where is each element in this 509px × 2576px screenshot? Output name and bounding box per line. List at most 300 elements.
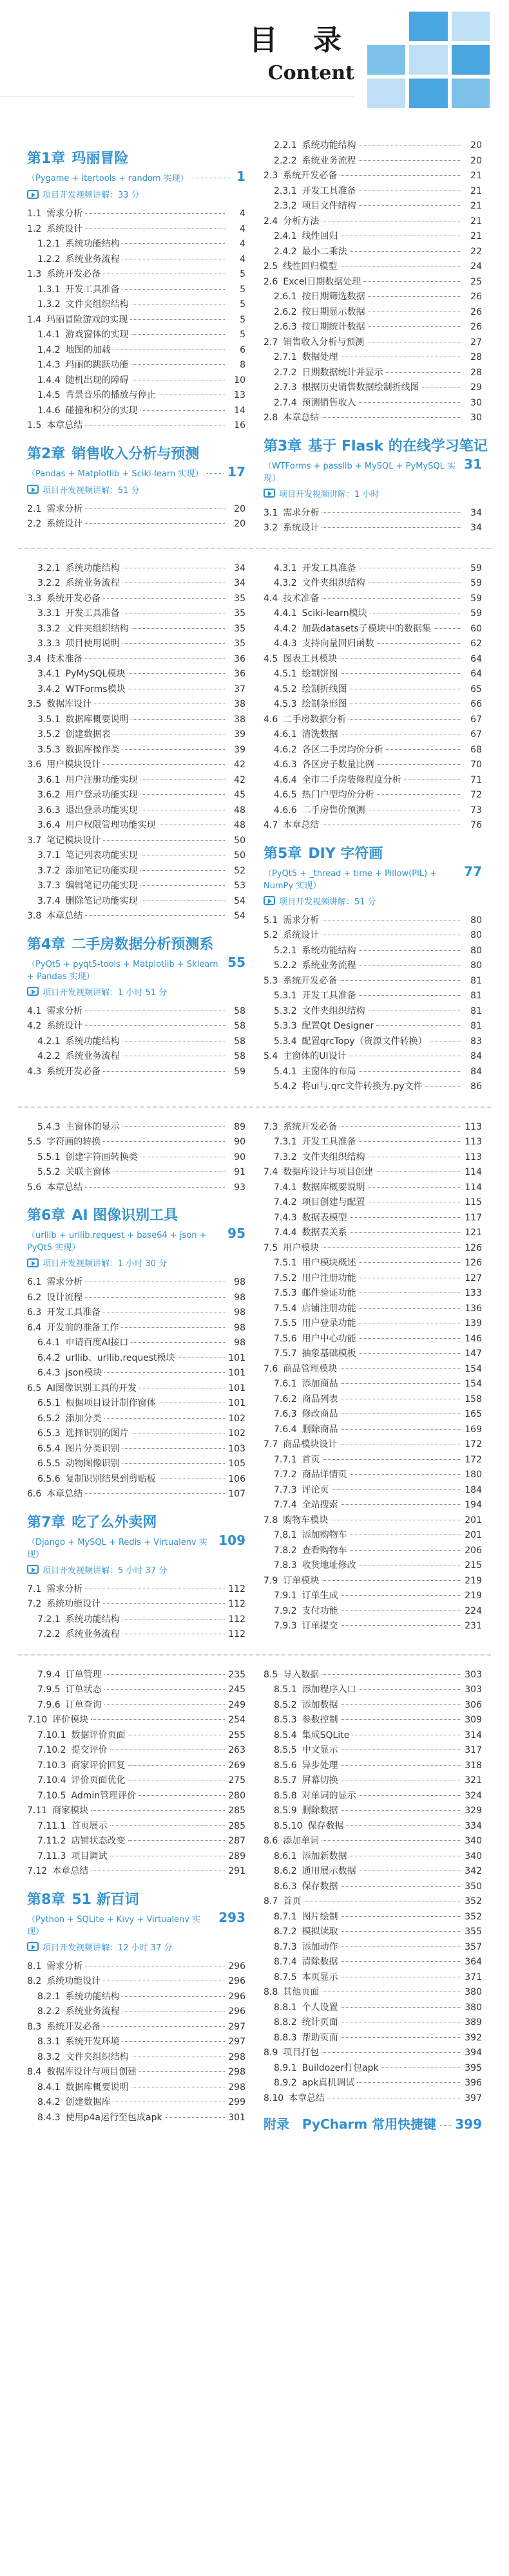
toc-entry[interactable] <box>264 290 482 305</box>
entry-page: 289 <box>228 1851 245 1862</box>
toc-entry[interactable] <box>27 404 245 419</box>
toc-entry[interactable] <box>264 1034 482 1050</box>
toc-entry[interactable] <box>264 2061 482 2077</box>
entry-number: 8.6.3 <box>274 1881 297 1892</box>
toc-entry[interactable] <box>27 1668 245 1683</box>
toc-entry[interactable] <box>264 2001 482 2016</box>
toc-entry[interactable] <box>264 2046 482 2061</box>
toc-entry[interactable] <box>264 245 482 260</box>
toc-entry[interactable] <box>264 667 482 682</box>
toc-entry[interactable] <box>27 803 245 819</box>
entry-title: 申请百度AI接口 <box>65 1338 129 1348</box>
leader-dots <box>332 1489 461 1490</box>
toc-entry[interactable] <box>264 1316 482 1332</box>
leader-dots <box>122 749 225 750</box>
toc-entry[interactable] <box>264 380 482 396</box>
toc-entry[interactable] <box>264 1286 482 1302</box>
video-lecture-note[interactable] <box>264 895 482 907</box>
decorative-squares-icon <box>367 12 490 108</box>
entry-page: 139 <box>465 1318 482 1329</box>
toc-entry[interactable] <box>264 682 482 698</box>
toc-entry[interactable] <box>27 1065 245 1080</box>
toc-entry[interactable] <box>264 366 482 381</box>
toc-entry[interactable] <box>27 1135 245 1150</box>
toc-entry[interactable] <box>27 1728 245 1744</box>
toc-entry[interactable] <box>264 1513 482 1529</box>
chapter-title <box>27 1511 245 1531</box>
entry-page: 318 <box>465 1760 482 1771</box>
entry-title: 商品列表 <box>302 1394 338 1405</box>
toc-entry[interactable] <box>264 1241 482 1256</box>
toc-entry[interactable] <box>264 1362 482 1377</box>
entry-number: 2.7 <box>264 337 278 348</box>
toc-entry[interactable] <box>264 697 482 713</box>
video-lecture-note[interactable] <box>27 1563 245 1576</box>
entry-page: 83 <box>470 1036 482 1047</box>
toc-entry[interactable] <box>264 1880 482 1895</box>
toc-entry[interactable] <box>27 1181 245 1196</box>
leader-dots <box>130 319 225 320</box>
toc-entry[interactable] <box>27 1472 245 1488</box>
toc-entry[interactable] <box>27 864 245 879</box>
toc-entry[interactable] <box>27 682 245 698</box>
toc-entry[interactable] <box>27 1396 245 1412</box>
toc-entry[interactable] <box>264 335 482 351</box>
toc-entry[interactable] <box>264 1698 482 1713</box>
entry-page: 169 <box>465 1424 482 1435</box>
toc-entry[interactable] <box>264 974 482 989</box>
toc-entry[interactable] <box>264 1004 482 1020</box>
entry-number: 4.3.2 <box>274 578 297 588</box>
entry-number: 4.2 <box>27 1021 42 1031</box>
toc-column-left <box>18 1120 254 1643</box>
entry-page: 64 <box>470 653 482 664</box>
toc-entry[interactable] <box>27 388 245 404</box>
toc-entry[interactable] <box>264 592 482 607</box>
toc-entry[interactable] <box>264 1544 482 1559</box>
toc-entry[interactable] <box>27 848 245 864</box>
entry-number: 1.3.1 <box>37 284 61 295</box>
toc-entry[interactable] <box>264 1332 482 1347</box>
toc-entry[interactable] <box>264 561 482 577</box>
toc-entry[interactable] <box>27 1336 245 1351</box>
toc-entry[interactable] <box>264 1065 482 1080</box>
toc-entry[interactable] <box>27 1305 245 1321</box>
toc-entry[interactable] <box>27 1120 245 1135</box>
toc-entry[interactable] <box>264 1211 482 1226</box>
toc-entry[interactable] <box>27 418 245 434</box>
chapter-heading[interactable] <box>27 1204 245 1253</box>
toc-entry[interactable] <box>27 622 245 637</box>
entry-page: 215 <box>465 1560 482 1571</box>
toc-entry[interactable] <box>27 1442 245 1457</box>
toc-entry[interactable] <box>27 1743 245 1759</box>
toc-entry[interactable] <box>27 1959 245 1975</box>
leader-dots <box>359 1338 461 1339</box>
entry-page: 324 <box>465 1790 482 1801</box>
toc-entry[interactable] <box>27 743 245 758</box>
square-decoration <box>452 45 490 75</box>
toc-entry[interactable] <box>264 1226 482 1241</box>
chapter-heading[interactable] <box>27 147 245 184</box>
entry-title: 绘制条形图 <box>302 699 347 709</box>
toc-entry[interactable] <box>27 2095 245 2111</box>
toc-entry[interactable] <box>264 199 482 214</box>
toc-entry[interactable] <box>27 252 245 268</box>
toc-entry[interactable] <box>264 1940 482 1955</box>
toc-entry[interactable] <box>27 576 245 592</box>
toc-entry[interactable] <box>27 1773 245 1789</box>
video-lecture-note[interactable] <box>27 483 245 496</box>
entry-page: 298 <box>228 2067 245 2077</box>
toc-entry[interactable] <box>264 1195 482 1211</box>
entry-number: 6.5.1 <box>37 1398 61 1408</box>
toc-entry[interactable] <box>27 1165 245 1181</box>
toc-entry[interactable] <box>27 517 245 532</box>
entry-title: 选择识别的图片 <box>65 1428 129 1439</box>
toc-entry[interactable] <box>27 788 245 803</box>
toc-entry[interactable] <box>264 1181 482 1196</box>
toc-entry[interactable] <box>27 1381 245 1397</box>
toc-entry[interactable] <box>264 1589 482 1604</box>
toc-entry[interactable] <box>27 1275 245 1291</box>
video-play-icon <box>27 190 39 199</box>
entry-number: 7.6.3 <box>274 1409 297 1419</box>
toc-entry[interactable] <box>264 1619 482 1634</box>
toc-entry[interactable] <box>264 275 482 290</box>
toc-entry[interactable] <box>27 1457 245 1472</box>
toc-entry[interactable] <box>27 894 245 910</box>
toc-entry[interactable] <box>27 2020 245 2035</box>
toc-entry[interactable] <box>27 313 245 328</box>
toc-entry[interactable] <box>264 229 482 245</box>
toc-entry[interactable] <box>264 1256 482 1271</box>
toc-entry[interactable] <box>27 267 245 283</box>
video-lecture-note[interactable] <box>27 1256 245 1269</box>
toc-entry[interactable] <box>27 1834 245 1849</box>
entry-title: 数据表模型 <box>302 1212 347 1223</box>
toc-entry[interactable] <box>264 1437 482 1453</box>
toc-entry[interactable] <box>264 350 482 366</box>
video-lecture-note[interactable] <box>264 487 482 499</box>
entry-page: 81 <box>470 991 482 1001</box>
entry-title: 评论页 <box>302 1484 329 1495</box>
video-lecture-note[interactable] <box>27 985 245 998</box>
entry-number: 7.3.1 <box>274 1137 297 1147</box>
toc-entry[interactable] <box>264 2091 482 2107</box>
toc-entry[interactable] <box>27 283 245 298</box>
toc-entry[interactable] <box>264 622 482 637</box>
toc-entry[interactable] <box>264 989 482 1004</box>
toc-entry[interactable] <box>264 1683 482 1698</box>
toc-entry[interactable] <box>264 1423 482 1438</box>
toc-entry[interactable] <box>27 2065 245 2080</box>
toc-entry[interactable] <box>27 1049 245 1065</box>
toc-entry[interactable] <box>264 1804 482 1819</box>
toc-entry[interactable] <box>264 1165 482 1181</box>
toc-entry[interactable] <box>264 1819 482 1834</box>
toc-entry[interactable] <box>264 637 482 652</box>
toc-entry[interactable] <box>264 1377 482 1392</box>
toc-entry[interactable] <box>27 1426 245 1442</box>
toc-entry[interactable] <box>264 1150 482 1166</box>
entry-page: 4 <box>240 239 245 249</box>
entry-number: 8.2.1 <box>37 1991 61 2002</box>
leader-dots <box>377 764 461 765</box>
toc-entry[interactable] <box>264 743 482 758</box>
entry-number: 8.5.2 <box>274 1699 297 1710</box>
toc-entry[interactable] <box>264 576 482 592</box>
toc-entry[interactable] <box>264 1049 482 1065</box>
toc-entry[interactable] <box>27 2004 245 2020</box>
entry-title: 需求分析 <box>46 503 83 514</box>
toc-entry[interactable] <box>264 803 482 819</box>
toc-entry[interactable] <box>27 297 245 313</box>
entry-page: 296 <box>228 1961 245 1972</box>
toc-entry[interactable] <box>27 1698 245 1713</box>
entry-title: 首页 <box>302 1454 320 1465</box>
toc-entry[interactable] <box>264 958 482 974</box>
toc-entry[interactable] <box>27 2080 245 2096</box>
toc-entry[interactable] <box>27 1034 245 1050</box>
toc-entry[interactable] <box>27 561 245 577</box>
toc-entry[interactable] <box>264 1271 482 1287</box>
toc-entry[interactable] <box>264 1834 482 1849</box>
toc-entry[interactable] <box>27 373 245 389</box>
toc-entry[interactable] <box>264 1985 482 2001</box>
toc-entry[interactable] <box>264 1910 482 1925</box>
toc-entry[interactable] <box>264 1468 482 1483</box>
toc-entry[interactable] <box>27 667 245 682</box>
chapter-heading[interactable] <box>27 443 245 480</box>
toc-entry[interactable] <box>27 727 245 743</box>
toc-entry[interactable] <box>27 328 245 343</box>
square-decoration <box>367 79 405 108</box>
toc-entry[interactable] <box>27 1974 245 1990</box>
entry-title: 热门户型均价分析 <box>302 790 374 800</box>
toc-entry[interactable] <box>264 1135 482 1150</box>
toc-entry[interactable] <box>27 2111 245 2126</box>
toc-entry[interactable] <box>264 1864 482 1880</box>
toc-entry[interactable] <box>27 1582 245 1598</box>
entry-number: 7.10.4 <box>37 1775 66 1786</box>
leader-dots <box>340 980 461 981</box>
toc-entry[interactable] <box>264 396 482 411</box>
toc-entry[interactable] <box>27 502 245 518</box>
toc-entry[interactable] <box>264 1453 482 1468</box>
toc-entry[interactable] <box>264 1558 482 1574</box>
entry-number: 1.4.1 <box>37 330 61 340</box>
toc-entry[interactable] <box>264 1079 482 1095</box>
toc-entry[interactable] <box>264 1120 482 1135</box>
toc-entry[interactable] <box>27 1366 245 1381</box>
toc-entry[interactable] <box>264 818 482 834</box>
toc-entry[interactable] <box>264 259 482 275</box>
toc-entry[interactable] <box>27 606 245 622</box>
toc-entry[interactable] <box>264 788 482 803</box>
toc-entry[interactable] <box>264 1970 482 1986</box>
toc-entry[interactable] <box>27 1321 245 1336</box>
entry-number: 4.6.1 <box>274 729 297 740</box>
leader-dots <box>341 673 461 674</box>
toc-entry[interactable] <box>27 1627 245 1643</box>
toc-entry[interactable] <box>27 1019 245 1034</box>
entry-title: 系统设计 <box>46 519 83 529</box>
toc-entry[interactable] <box>264 1498 482 1513</box>
toc-entry[interactable] <box>264 2031 482 2046</box>
toc-entry[interactable] <box>27 1612 245 1628</box>
toc-entry[interactable] <box>27 652 245 667</box>
toc-entry[interactable] <box>27 1713 245 1728</box>
toc-entry[interactable] <box>27 358 245 373</box>
leader-dots <box>350 251 461 252</box>
entry-page: 59 <box>470 578 482 588</box>
toc-entry[interactable] <box>27 1759 245 1774</box>
entry-number: 1.3.2 <box>37 299 61 310</box>
toc-entry[interactable] <box>264 214 482 230</box>
toc-entry[interactable] <box>264 1347 482 1362</box>
toc-entry[interactable] <box>27 1990 245 2005</box>
entry-title: 系统功能设计 <box>46 1976 101 1986</box>
toc-entry[interactable] <box>264 1925 482 1940</box>
toc-entry[interactable] <box>27 1804 245 1819</box>
entry-title: 笔记模块设计 <box>46 835 101 846</box>
toc-entry[interactable] <box>27 343 245 359</box>
toc-entry[interactable] <box>27 1789 245 1804</box>
entry-number: 7.4.1 <box>274 1182 297 1193</box>
entry-title: 店铺注册功能 <box>302 1303 356 1314</box>
square-decoration <box>409 45 447 75</box>
chapter-heading[interactable] <box>27 1511 245 1560</box>
toc-entry[interactable] <box>264 1955 482 1970</box>
chapter-heading[interactable] <box>27 1889 245 1937</box>
toc-entry[interactable] <box>264 913 482 929</box>
toc-entry[interactable] <box>264 652 482 667</box>
toc-entry[interactable] <box>264 606 482 622</box>
entry-page: 66 <box>470 699 482 709</box>
toc-entry[interactable] <box>264 1483 482 1498</box>
entry-page: 231 <box>465 1621 482 1631</box>
toc-entry[interactable] <box>27 1683 245 1698</box>
toc-entry[interactable] <box>264 727 482 743</box>
toc-entry[interactable] <box>27 909 245 924</box>
toc-entry[interactable] <box>27 637 245 652</box>
toc-entry[interactable] <box>27 1849 245 1865</box>
entry-page: 81 <box>470 1005 482 1016</box>
toc-entry[interactable] <box>27 1412 245 1427</box>
entry-number: 5.6 <box>27 1182 42 1193</box>
toc-entry[interactable] <box>264 1407 482 1423</box>
toc-entry[interactable] <box>27 713 245 728</box>
toc-entry[interactable] <box>264 1574 482 1589</box>
toc-entry[interactable] <box>27 818 245 834</box>
entry-number: 7.9.2 <box>274 1605 297 1616</box>
toc-entry[interactable] <box>264 1604 482 1619</box>
toc-entry[interactable] <box>264 305 482 321</box>
chapter-name: 基于 Flask 的在线学习笔记 <box>308 438 488 454</box>
toc-entry[interactable] <box>264 411 482 426</box>
toc-entry[interactable] <box>27 879 245 894</box>
chapter-heading[interactable] <box>264 843 482 891</box>
toc-entry[interactable] <box>264 2015 482 2031</box>
toc-entry[interactable] <box>264 773 482 789</box>
entry-number: 7.8.3 <box>274 1560 297 1571</box>
toc-entry[interactable] <box>27 237 245 252</box>
entry-title: 订单查询 <box>65 1699 102 1710</box>
chapter-heading[interactable] <box>27 933 245 982</box>
entry-title: 配置Qt Designer <box>302 1021 374 1031</box>
leader-dots <box>104 1372 225 1373</box>
chapter-tech <box>27 169 245 184</box>
entry-page: 299 <box>228 2097 245 2107</box>
entry-page: 158 <box>465 1394 482 1405</box>
toc-entry[interactable] <box>27 834 245 849</box>
toc-entry[interactable] <box>27 222 245 238</box>
entry-number: 5.5.1 <box>37 1152 61 1162</box>
toc-entry[interactable] <box>264 928 482 944</box>
toc-entry[interactable] <box>264 1849 482 1865</box>
toc-entry[interactable] <box>264 2076 482 2091</box>
toc-entry[interactable] <box>27 1819 245 1834</box>
toc-entry[interactable] <box>264 1019 482 1034</box>
toc-entry[interactable] <box>264 138 482 154</box>
toc-entry[interactable] <box>264 506 482 521</box>
toc-entry[interactable] <box>264 1528 482 1544</box>
toc-entry[interactable] <box>27 773 245 789</box>
toc-entry[interactable] <box>264 154 482 169</box>
leader-dots <box>322 512 461 513</box>
toc-entry[interactable] <box>27 1597 245 1612</box>
toc-entry[interactable] <box>27 207 245 222</box>
toc-entry[interactable] <box>27 592 245 607</box>
entry-number: 8.3.2 <box>37 2051 61 2062</box>
toc-entry[interactable] <box>264 1668 482 1683</box>
appendix-entry[interactable] <box>264 2114 482 2133</box>
toc-entry[interactable] <box>264 1392 482 1408</box>
toc-entry[interactable] <box>27 1004 245 1020</box>
video-lecture-note[interactable] <box>27 188 245 200</box>
toc-entry[interactable] <box>27 1487 245 1502</box>
toc-entry[interactable] <box>264 1789 482 1804</box>
video-lecture-note[interactable] <box>27 1941 245 1953</box>
toc-entry[interactable] <box>264 521 482 536</box>
toc-entry[interactable] <box>27 1291 245 1306</box>
toc-entry[interactable] <box>264 1759 482 1774</box>
toc-entry[interactable] <box>27 1150 245 1166</box>
toc-entry[interactable] <box>27 697 245 713</box>
toc-entry[interactable] <box>264 1302 482 1317</box>
toc-entry[interactable] <box>264 184 482 200</box>
toc-entry[interactable] <box>264 1743 482 1759</box>
toc-entry[interactable] <box>264 1773 482 1789</box>
toc-entry[interactable] <box>264 1728 482 1744</box>
toc-entry[interactable] <box>264 758 482 773</box>
toc-entry[interactable] <box>264 713 482 728</box>
toc-entry[interactable] <box>27 2050 245 2066</box>
toc-entry[interactable] <box>264 169 482 184</box>
chapter-heading[interactable] <box>264 435 488 483</box>
toc-entry[interactable] <box>27 1864 245 1880</box>
toc-entry[interactable] <box>27 2035 245 2050</box>
toc-entry[interactable] <box>264 1894 482 1910</box>
square-decoration <box>409 79 447 108</box>
toc-entry[interactable] <box>264 1713 482 1728</box>
toc-entry[interactable] <box>264 944 482 959</box>
entry-page: 30 <box>470 397 482 408</box>
toc-entry[interactable] <box>27 1351 245 1367</box>
toc-entry[interactable] <box>264 320 482 335</box>
toc-entry[interactable] <box>27 758 245 773</box>
